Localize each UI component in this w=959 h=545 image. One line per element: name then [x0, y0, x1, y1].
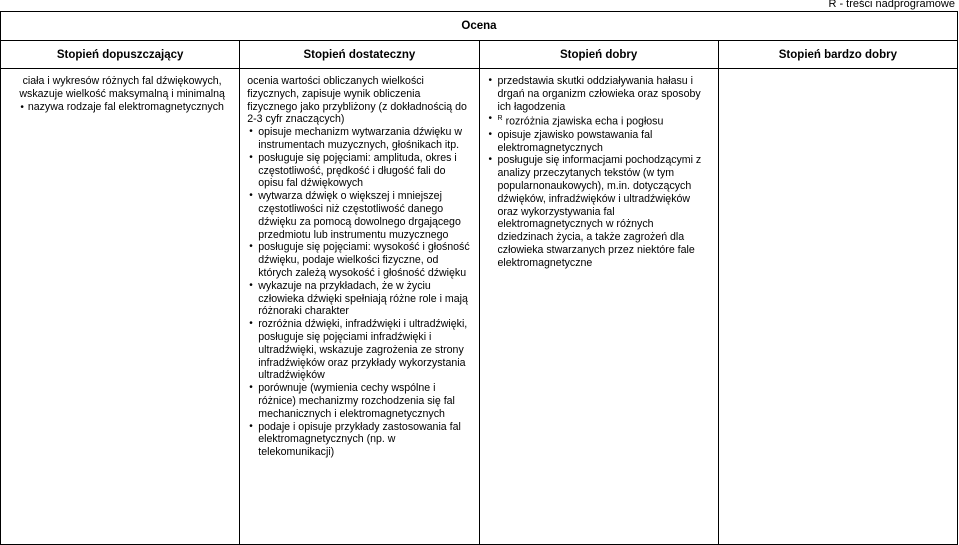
list-item-text: rozróżnia zjawiska echa i pogłosu	[505, 115, 664, 128]
list-item-text: posługuje się pojęciami: amplituda, okres i częstotliwość, prędkość i długość fali do opisu fal dźwiękowych	[258, 151, 457, 190]
list-item	[487, 154, 710, 269]
cell-dobry	[479, 69, 718, 545]
list-item	[247, 421, 470, 459]
grading-table	[0, 11, 958, 545]
list-item	[487, 129, 710, 155]
list-item	[11, 101, 233, 115]
cell-dostateczny	[240, 69, 479, 545]
requirements-list	[480, 69, 718, 269]
column-header-dopuszczajacy: Stopień dopuszczający	[1, 41, 240, 69]
legend-note: R - treści nadprogramowe	[828, 0, 955, 10]
list-item-text: opisuje mechanizm wytwarzania dźwięku w instrumentach muzycznych, głośnikach itp.	[258, 126, 462, 151]
requirements-list	[240, 69, 478, 459]
list-item	[247, 152, 470, 190]
list-item-text: rozróżnia dźwięki, infradźwięki i ultradźwięki, posługuje się pojęciami infradźwięki i ultradźwięki, wskazuje zagrożenia ze strony infradźwięków oraz przykłady wykorzystania ultradźwięków	[258, 318, 468, 382]
extended-content-marker: R	[497, 115, 503, 123]
list-item	[487, 113, 710, 128]
column-header-bardzo-dobry: Stopień bardzo dobry	[718, 41, 957, 69]
table-title: Ocena	[1, 12, 958, 41]
list-item	[247, 241, 470, 279]
list-item-text: posługuje się pojęciami: wysokość i głośność dźwięku, podaje wielkości fizyczne, od których zależą wysokość i głośność dźwięku	[258, 241, 470, 279]
column-header-dostateczny: Stopień dostateczny	[240, 41, 479, 69]
cell-bardzo-dobry	[718, 69, 957, 545]
list-item-text: posługuje się informacjami pochodzącymi z analizy przeczytanych tekstów (w tym popularnonaukowych), m.in. dotyczących dźwięków, infradźwięków i ultradźwięków oraz wykorzystywania fal elektromagnetycznych w różnych dziedzinach życia, a także zagrożeń dla człowieka stwarzanych przez niektóre fale elektromagnetyczne	[497, 154, 702, 269]
list-item	[247, 190, 470, 241]
list-item	[247, 318, 470, 382]
list-item-text: opisuje zjawisko powstawania fal elektromagnetycznych	[497, 128, 653, 154]
requirements-list	[1, 69, 239, 114]
list-item	[487, 75, 710, 113]
column-header-dobry: Stopień dobry	[479, 41, 718, 69]
list-item-text: wykazuje na przykładach, że w życiu człowieka dźwięki spełniają różne role i mają różnoraki charakter	[258, 279, 468, 318]
cell-dopuszczajacy	[1, 69, 240, 545]
list-item-text: przedstawia skutki oddziaływania hałasu i drgań na organizm człowieka oraz sposoby ich łagodzenia	[497, 75, 701, 113]
list-item-text: porównuje (wymienia cechy wspólne i różnice) mechanizmy rozchodzenia się fal mechanicznych i elektromagnetycznych	[258, 382, 455, 420]
list-item	[247, 280, 470, 318]
list-item	[247, 382, 470, 420]
list-item-text: ocenia wartości obliczanych wielkości fizycznych, zapisuje wynik obliczenia fizycznego jako przybliżony (z dokładnością do 2-3 cyfr znaczących)	[247, 75, 467, 126]
list-item	[11, 75, 233, 101]
list-item	[247, 75, 470, 126]
list-item-text: wytwarza dźwięk o większej i mniejszej częstotliwości niż częstotliwość danego dźwięku za pomocą dowolnego drgającego przedmiotu lub instrumentu muzycznego	[258, 190, 461, 241]
list-item-text: nazywa rodzaje fal elektromagnetycznych	[27, 100, 224, 113]
list-item-text: ciała i wykresów różnych fal dźwiękowych, wskazuje wielkość maksymalną i minimalną	[19, 75, 225, 100]
list-item-text: podaje i opisuje przykłady zastosowania fal elektromagnetycznych (np. w telekomunikacji)	[258, 420, 461, 459]
list-item	[247, 126, 470, 152]
